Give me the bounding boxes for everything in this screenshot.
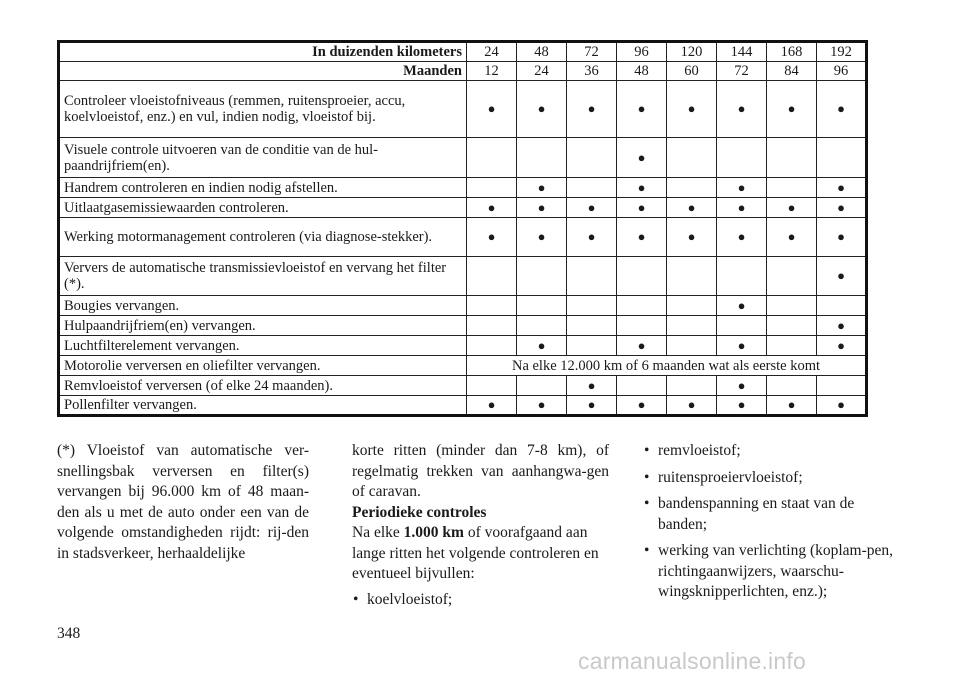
service-dot: ● [517, 178, 567, 198]
service-dot: ● [717, 218, 767, 257]
service-dot: ● [617, 178, 667, 198]
empty-cell [817, 138, 867, 178]
service-dot: ● [617, 198, 667, 218]
page-number: 348 [57, 625, 81, 642]
empty-cell [667, 178, 717, 198]
list-item: • ruitensproeiervloeistof; [643, 468, 894, 489]
empty-cell [567, 257, 617, 296]
list-item: • remvloeistof; [643, 441, 894, 462]
schedule-row [59, 396, 867, 416]
header-row [59, 62, 867, 81]
service-dot: ● [817, 257, 867, 296]
header-row [59, 42, 867, 62]
interval-value: 96 [817, 62, 867, 81]
task-label: Motorolie verversen en oliefilter vervangen. [59, 356, 467, 376]
schedule-row [59, 198, 867, 218]
service-dot: ● [717, 178, 767, 198]
schedule-row [59, 336, 867, 356]
text-column-3 [643, 441, 894, 609]
schedule-row [59, 218, 867, 257]
schedule-row [59, 178, 867, 198]
service-dot: ● [517, 336, 567, 356]
schedule-row [59, 356, 867, 376]
empty-cell [567, 316, 617, 336]
task-label: Werking motormanagement controleren (via diagnose-stekker). [59, 218, 467, 257]
task-label: Handrem controleren en indien nodig afstellen. [59, 178, 467, 198]
schedule-row [59, 376, 867, 396]
interval-value: 48 [617, 62, 667, 81]
task-label: Ververs de automatische transmissievloeistof en vervang het filter (*). [59, 257, 467, 296]
empty-cell [767, 178, 817, 198]
interval-value: 72 [567, 42, 617, 62]
empty-cell [467, 376, 517, 396]
interval-value: 192 [817, 42, 867, 62]
interval-value: 60 [667, 62, 717, 81]
interval-value: 12 [467, 62, 517, 81]
service-dot: ● [617, 138, 667, 178]
service-dot: ● [617, 218, 667, 257]
empty-cell [767, 138, 817, 178]
empty-cell [667, 296, 717, 316]
maintenance-schedule-table [57, 40, 868, 417]
task-label: Hulpaandrijfriem(en) vervangen. [59, 316, 467, 336]
service-dot: ● [817, 178, 867, 198]
service-dot: ● [717, 198, 767, 218]
service-dot: ● [717, 376, 767, 396]
empty-cell [517, 138, 567, 178]
service-dot: ● [517, 81, 567, 138]
interval-distance: 1.000 km [403, 524, 464, 541]
interval-value: 84 [767, 62, 817, 81]
list-item: • bandenspanning en staat van de banden; [643, 494, 894, 535]
interval-value: 24 [467, 42, 517, 62]
empty-cell [767, 257, 817, 296]
service-dot: ● [717, 396, 767, 416]
service-dot: ● [817, 81, 867, 138]
service-dot: ● [767, 396, 817, 416]
service-dot: ● [517, 218, 567, 257]
empty-cell [467, 316, 517, 336]
check-list-part-2 [643, 441, 894, 603]
empty-cell [467, 336, 517, 356]
empty-cell [567, 178, 617, 198]
interval-value: 144 [717, 42, 767, 62]
empty-cell [567, 336, 617, 356]
check-list-part-1 [352, 590, 609, 611]
schedule-row [59, 138, 867, 178]
task-label: Luchtfilterelement vervangen. [59, 336, 467, 356]
empty-cell [667, 376, 717, 396]
interval-value: 120 [667, 42, 717, 62]
schedule-row [59, 257, 867, 296]
service-dot: ● [817, 218, 867, 257]
text-column-1 [57, 441, 309, 564]
schedule-row [59, 296, 867, 316]
interval-value: 36 [567, 62, 617, 81]
transmission-footnote: (*) Vloeistof van automatische ver-snellingsbak verversen en filter(s) vervangen bij 96.000 km of 48 maan-den als u met de auto onder een van de volgende omstandigheden rijdt: rij-den in stadsverkeer, herhaaldelijke [57, 442, 309, 562]
periodic-checks-heading: Periodieke controles [352, 503, 487, 521]
header-label: In duizenden kilometers [59, 42, 467, 62]
empty-cell [517, 257, 567, 296]
list-item: • werking van verlichting (koplam-pen, richtingaanwijzers, waarschu-wingsknipperlichten, enz.); [643, 541, 894, 603]
service-dot: ● [767, 218, 817, 257]
service-dot: ● [567, 198, 617, 218]
empty-cell [767, 336, 817, 356]
service-dot: ● [467, 218, 517, 257]
empty-cell [717, 138, 767, 178]
empty-cell [617, 257, 667, 296]
task-label: Controleer vloeistofniveaus (remmen, ruitensproeier, accu, koelvloeistof, enz.) en vul, indien nodig, vloeistof bij. [59, 81, 467, 138]
task-label: Uitlaatgasemissiewaarden controleren. [59, 198, 467, 218]
empty-cell [817, 296, 867, 316]
header-label: Maanden [59, 62, 467, 81]
empty-cell [517, 316, 567, 336]
empty-cell [467, 178, 517, 198]
service-dot: ● [767, 81, 817, 138]
empty-cell [667, 138, 717, 178]
service-dot: ● [467, 81, 517, 138]
task-label: Remvloeistof verversen (of elke 24 maanden). [59, 376, 467, 396]
empty-cell [767, 316, 817, 336]
service-dot: ● [567, 376, 617, 396]
service-dot: ● [667, 81, 717, 138]
service-dot: ● [517, 396, 567, 416]
footnote-continuation: korte ritten (minder dan 7-8 km), of regelmatig trekken van aanhangwa-gen of caravan. [352, 442, 609, 500]
empty-cell [717, 257, 767, 296]
empty-cell [767, 296, 817, 316]
service-dot: ● [717, 296, 767, 316]
periodic-checks-intro: Na elke 1.000 km of voorafgaand aan lange ritten het volgende controleren en eventueel bijvullen: [352, 524, 599, 582]
task-label: Visuele controle uitvoeren van de conditie van de hul-paandrijfriem(en). [59, 138, 467, 178]
schedule-row [59, 316, 867, 336]
interval-note: Na elke 12.000 km of 6 maanden wat als eerste komt [467, 356, 867, 376]
service-dot: ● [567, 81, 617, 138]
empty-cell [617, 316, 667, 336]
empty-cell [517, 376, 567, 396]
service-dot: ● [817, 316, 867, 336]
watermark-logo: carmanualsonline.info [578, 648, 806, 674]
service-dot: ● [767, 198, 817, 218]
empty-cell [567, 296, 617, 316]
service-dot: ● [817, 396, 867, 416]
service-dot: ● [717, 81, 767, 138]
empty-cell [517, 296, 567, 316]
empty-cell [667, 336, 717, 356]
service-dot: ● [567, 218, 617, 257]
service-dot: ● [467, 198, 517, 218]
service-dot: ● [617, 81, 667, 138]
empty-cell [767, 376, 817, 396]
empty-cell [467, 257, 517, 296]
text-column-2 [352, 441, 609, 616]
empty-cell [567, 138, 617, 178]
interval-value: 24 [517, 62, 567, 81]
interval-value: 96 [617, 42, 667, 62]
schedule-row [59, 81, 867, 138]
task-label: Pollenfilter vervangen. [59, 396, 467, 416]
service-dot: ● [617, 336, 667, 356]
empty-cell [667, 257, 717, 296]
empty-cell [467, 138, 517, 178]
empty-cell [717, 316, 767, 336]
service-dot: ● [717, 336, 767, 356]
service-dot: ● [817, 336, 867, 356]
task-label: Bougies vervangen. [59, 296, 467, 316]
service-dot: ● [567, 396, 617, 416]
empty-cell [617, 296, 667, 316]
interval-value: 168 [767, 42, 817, 62]
interval-value: 48 [517, 42, 567, 62]
service-dot: ● [817, 198, 867, 218]
service-dot: ● [467, 396, 517, 416]
service-dot: ● [617, 396, 667, 416]
empty-cell [817, 376, 867, 396]
empty-cell [667, 316, 717, 336]
empty-cell [467, 296, 517, 316]
list-item: • koelvloeistof; [352, 590, 609, 611]
service-dot: ● [667, 198, 717, 218]
empty-cell [617, 376, 667, 396]
service-dot: ● [667, 218, 717, 257]
interval-value: 72 [717, 62, 767, 81]
service-dot: ● [667, 396, 717, 416]
service-dot: ● [517, 198, 567, 218]
